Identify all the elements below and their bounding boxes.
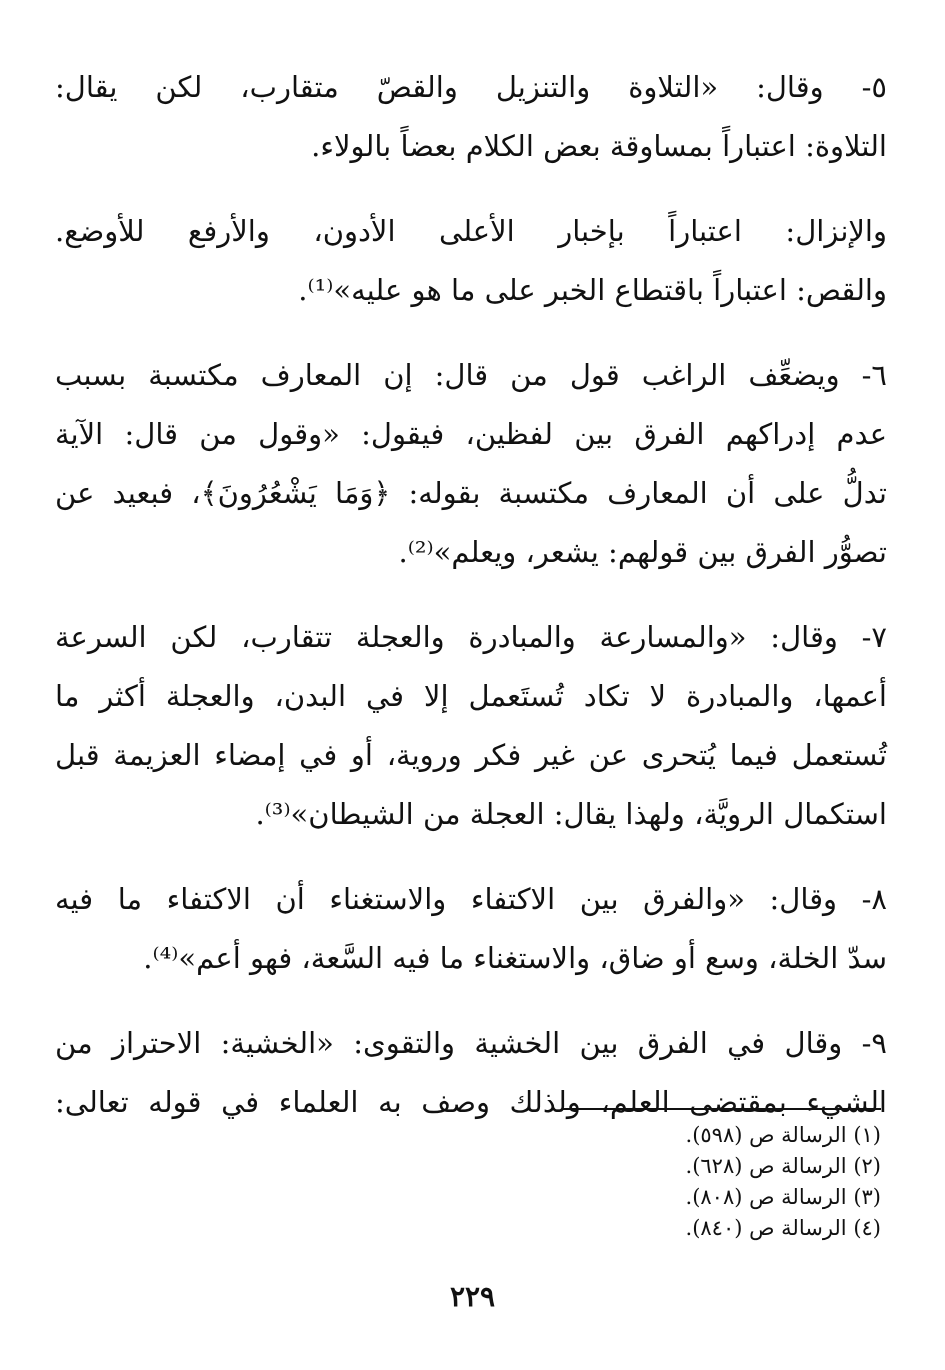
paragraph-7 <box>55 608 887 844</box>
paragraph-6 <box>55 346 887 582</box>
footnote-1: (١) الرسالة ص (٥٩٨). <box>685 1123 881 1147</box>
paragraph-8 <box>55 870 887 988</box>
footnote-4: (٤) الرسالة ص (٨٤٠). <box>685 1216 881 1240</box>
text-line: ٩- وقال في الفرق بين الخشية والتقوى: «الخشية: الاحتراز من <box>55 1026 887 1060</box>
main-text <box>55 58 887 1158</box>
text-line: عدم إدراكهم الفرق بين لفظين، فيقول: «وقول من قال: الآية <box>55 417 887 451</box>
footnote-divider <box>563 1108 881 1110</box>
paragraph-5 <box>55 58 887 176</box>
text-line: ٨- وقال: «والفرق بين الاكتفاء والاستغناء أن الاكتفاء ما فيه <box>55 882 887 916</box>
text-line: سدّ الخلة، وسع أو ضاق، والاستغناء ما فيه السَّعة، فهو أعم»⁽⁴⁾. <box>143 941 887 975</box>
text-line: أعمها، والمبادرة لا تكاد تُستَعمل إلا في البدن، والعجلة أكثر ما <box>55 679 887 713</box>
page-number: ٢٢٩ <box>449 1280 496 1313</box>
text-line: استكمال الرويَّة، ولهذا يقال: العجلة من الشيطان»⁽³⁾. <box>255 797 887 831</box>
text-line: ٦- ويضعِّف الراغب قول من قال: إن المعارف مكتسبة بسبب <box>55 358 887 392</box>
paragraph-9 <box>55 1014 887 1132</box>
footnotes <box>461 1120 881 1244</box>
text-line: والإنزال: اعتباراً بإخبار الأعلى الأدون، والأرفع للأوضع. <box>55 214 887 248</box>
text-line: والقص: اعتباراً باقتطاع الخبر على ما هو عليه»⁽¹⁾. <box>298 273 887 307</box>
text-line: تدلُّ على أن المعارف مكتسبة بقوله: ﴿وَمَا يَشْعُرُونَ﴾، فبعيد عن <box>55 476 887 510</box>
text-line: تُستعمل فيما يُتحرى عن غير فكر وروية، أو في إمضاء العزيمة قبل <box>55 738 887 772</box>
text-line: التلاوة: اعتباراً بمساوقة بعض الكلام بعضاً بالولاء. <box>311 129 887 163</box>
footnote-3: (٣) الرسالة ص (٨٠٨). <box>685 1185 881 1209</box>
text-line: الشيء بمقتضى العلم، ولذلك وصف به العلماء في قوله تعالى: <box>55 1085 887 1119</box>
text-line: تصوُّر الفرق بين قولهم: يشعر، ويعلم»⁽²⁾. <box>398 535 887 569</box>
footnote-2: (٢) الرسالة ص (٦٢٨). <box>685 1154 881 1178</box>
paragraph-5-continued <box>55 202 887 320</box>
text-line: ٥- وقال: «التلاوة والتنزيل والقصّ متقارب، لكن يقال: <box>55 70 887 104</box>
text-line: ٧- وقال: «والمسارعة والمبادرة والعجلة تتقارب، لكن السرعة <box>55 620 887 654</box>
